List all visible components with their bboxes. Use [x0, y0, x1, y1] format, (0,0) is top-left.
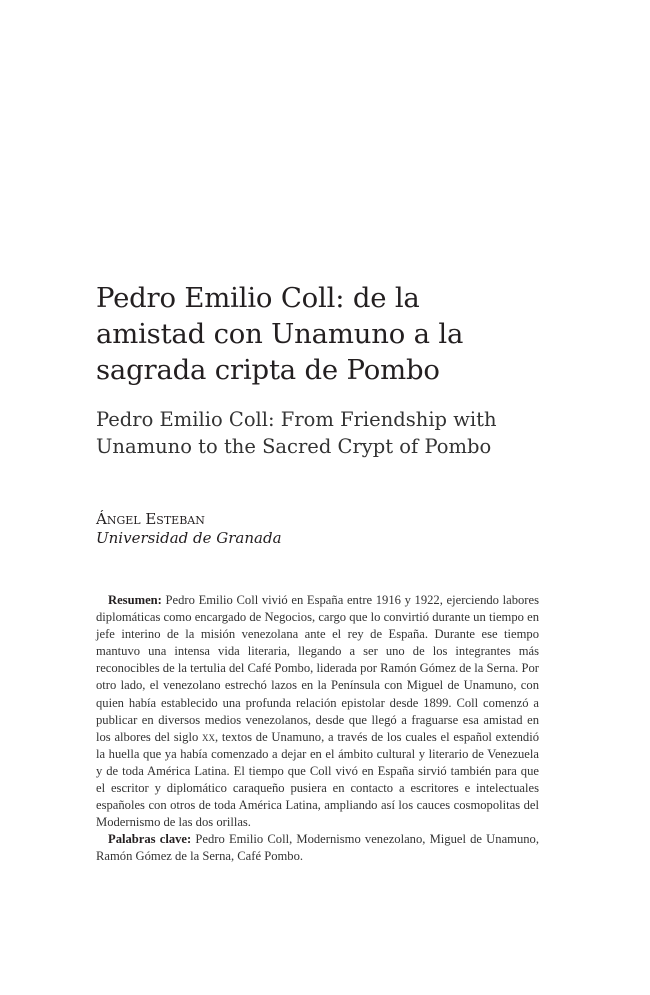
abstract-block [96, 592, 539, 866]
keywords-text: Pedro Emilio Coll, Modernismo venezolano, Miguel de Unamuno, Ramón Gómez de la Serna, Café Pombo. [96, 832, 539, 864]
author-affiliation: Universidad de Granada [96, 529, 282, 547]
author-name: Ángel Esteban [96, 510, 205, 528]
abstract-label: Resumen: [108, 593, 162, 607]
abstract-text-1: Pedro Emilio Coll vivió en España entre 1916 y 1922, ejerciendo labores diplomáticas como encargado de Negocios, cargo que lo convirtió durante un tiempo en jefe interino de la misión venezolana ante el rey de España. Durante ese tiempo mantuvo una intensa vida literaria, llegando a ser uno de los integrantes más reconocibles de la tertulia del Café Pombo, liderada por Ramón Gómez de la Serna. Por otro lado, el venezolano estrechó lazos en la Península con Miguel de Unamuno, con quien había establecido una profunda relación epistolar desde 1899. Coll comenzó a publicar en diversos medios venezolanos, desde que llegó a fraguarse esa amistad en los albores del siglo [96, 593, 539, 744]
article-subtitle-english: Pedro Emilio Coll: From Friendship with Unamuno to the Sacred Crypt of Pombo [96, 408, 497, 458]
keywords-paragraph [96, 831, 539, 865]
abstract-paragraph [96, 592, 539, 831]
abstract-century: xx [202, 729, 216, 744]
abstract-text-2: , textos de Unamuno, a través de los cuales el español extendió la huella que ya había comenzado a dejar en el ámbito cultural y literario de Venezuela y de toda América Latina. El tiempo que Coll vivó en España sirvió también para que el escritor y diplomático caraqueño pusiera en contacto a escritores e intelectuales españoles con otros de toda América Latina, ampliando así los cauces cosmopolitas del Modernismo de las dos orillas. [96, 729, 539, 830]
article-title: Pedro Emilio Coll: de la amistad con Unamuno a la sagrada cripta de Pombo [96, 282, 464, 386]
keywords-label: Palabras clave: [108, 832, 192, 847]
